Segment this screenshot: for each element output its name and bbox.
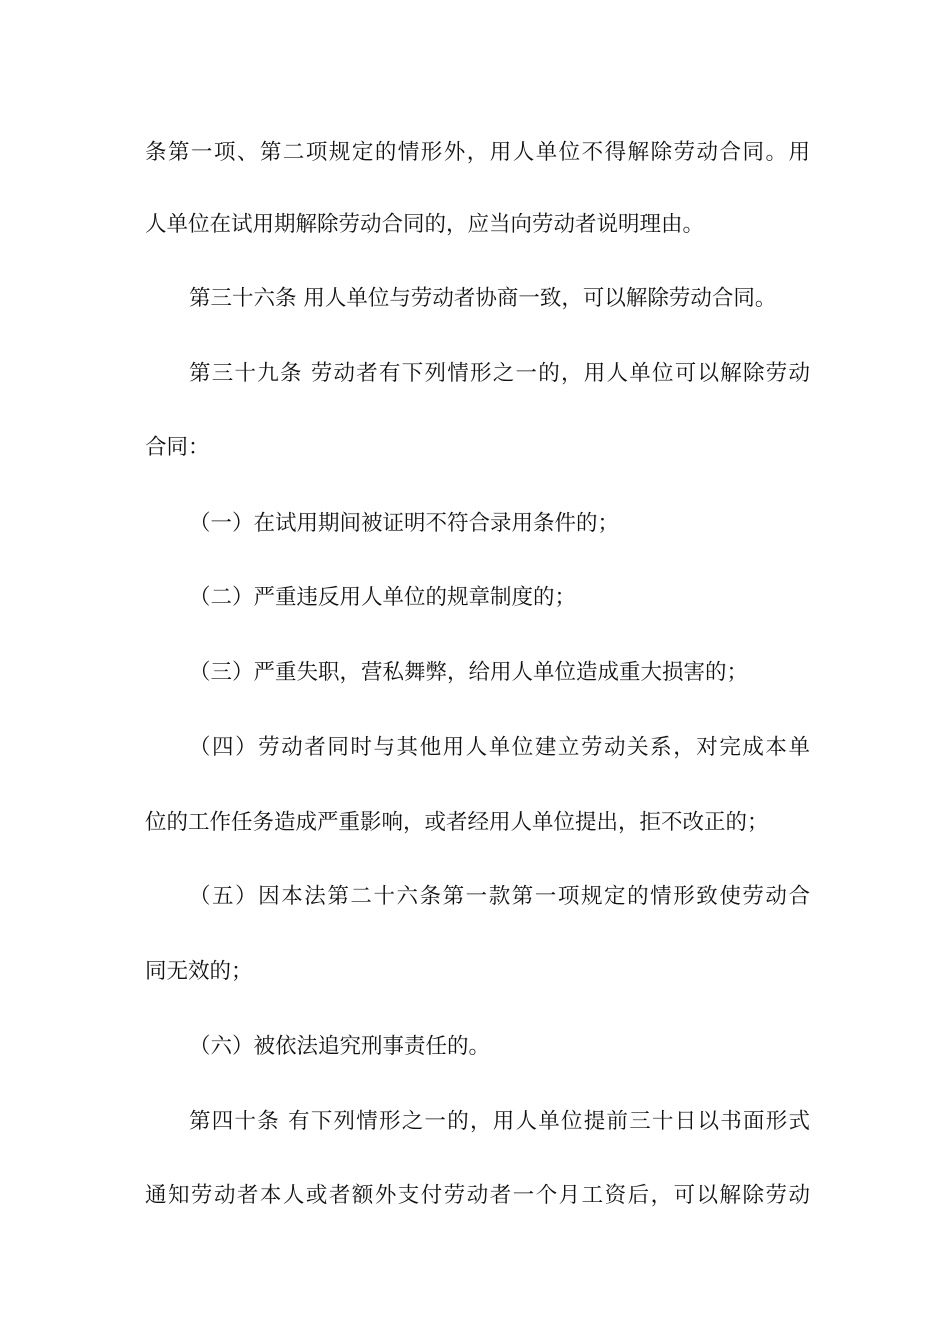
- text-line: 条第一项、第二项规定的情形外，用人单位不得解除劳动合同。用: [145, 140, 810, 165]
- text-line: （三）严重失职，营私舞弊，给用人单位造成重大损害的；: [189, 660, 749, 685]
- text-line: 第三十九条 劳动者有下列情形之一的，用人单位可以解除劳动: [189, 361, 810, 386]
- text-line: 位的工作任务造成严重影响，或者经用人单位提出，拒不改正的；: [145, 810, 769, 835]
- text-line: 通知劳动者本人或者额外支付劳动者一个月工资后，可以解除劳动: [145, 1183, 810, 1208]
- text-line: 合同：: [145, 435, 210, 460]
- text-line: 第四十条 有下列情形之一的，用人单位提前三十日以书面形式: [189, 1109, 810, 1134]
- text-line: （四）劳动者同时与其他用人单位建立劳动关系，对完成本单: [189, 735, 810, 760]
- text-line: （二）严重违反用人单位的规章制度的；: [189, 585, 577, 610]
- text-line: 人单位在试用期解除劳动合同的，应当向劳动者说明理由。: [145, 212, 705, 237]
- text-line: 第三十六条 用人单位与劳动者协商一致，可以解除劳动合同。: [189, 286, 777, 311]
- text-line: （五）因本法第二十六条第一款第一项规定的情形致使劳动合: [189, 884, 810, 909]
- text-line: （六）被依法追究刑事责任的。: [189, 1034, 491, 1059]
- text-line: （一）在试用期间被证明不符合录用条件的；: [189, 511, 620, 536]
- text-line: 同无效的；: [145, 959, 253, 984]
